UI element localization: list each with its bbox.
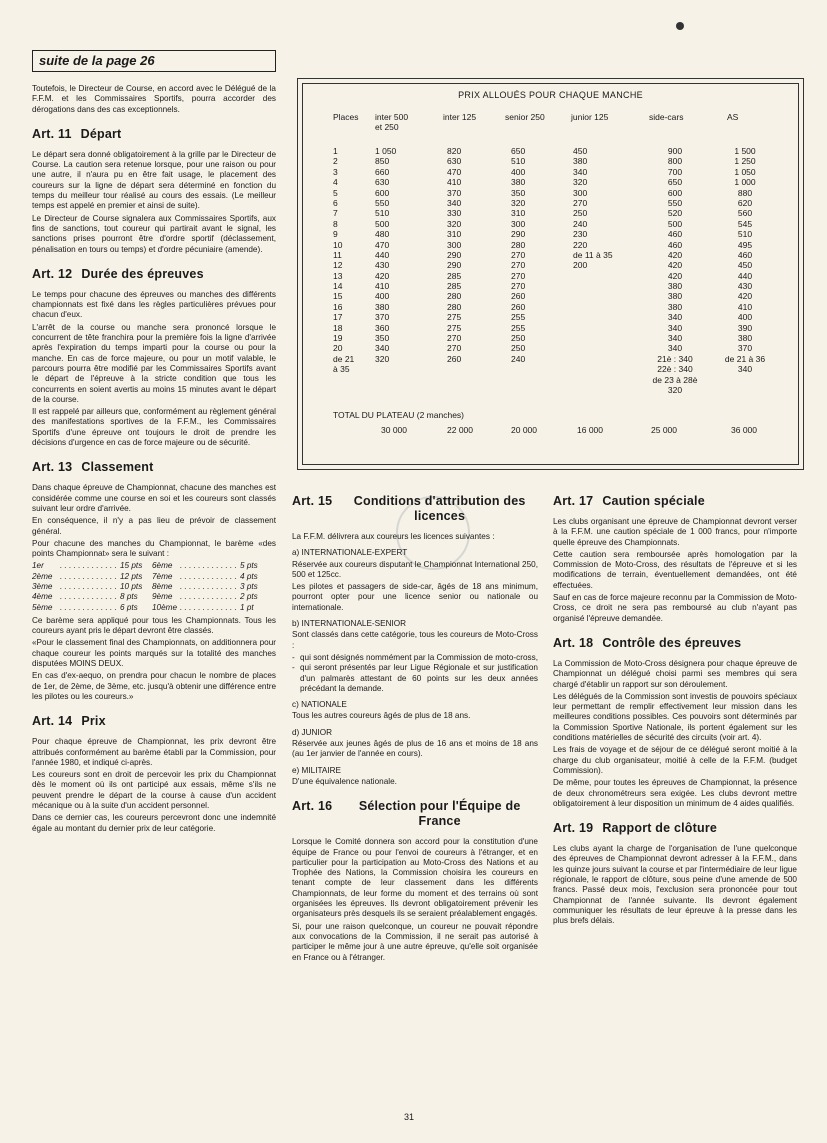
- table-cell: 800: [667, 156, 683, 167]
- art15-heading: Art. 15 Conditions d'attribution des licences: [292, 494, 526, 523]
- table-cell: 480: [375, 229, 390, 240]
- header-places: Places: [333, 112, 359, 122]
- table-cell: 440: [375, 249, 390, 260]
- points-row: 4ème . . . . . . . . . . . . . 8 pts 9ème . . . . . . . . . . . . . 2 pts: [32, 592, 258, 602]
- header-sidecars: side-cars: [649, 112, 684, 122]
- table-cell: 620: [737, 197, 753, 208]
- table-cell: 240: [511, 353, 526, 364]
- table-cell: 660: [375, 166, 390, 177]
- licence-b-title: b) INTERNATIONALE-SENIOR: [292, 619, 407, 629]
- list-item: - qui sont désignés nommément par la Commission de moto-cross,: [292, 652, 538, 662]
- table-cell: 510: [375, 208, 390, 219]
- table-cell: 495: [737, 239, 753, 250]
- table-cell: 260: [447, 353, 462, 364]
- art13-p5: «Pour le classement final des Championnats, on additionnera pour chaque coureur les points marqués sur la totalité des manches disputées MOINS DEUX.: [32, 638, 276, 669]
- table-cell: 400: [737, 312, 753, 323]
- licence-a-p1: Réservée aux coureurs disputant le Championnat International 250, 500 et 125cc.: [292, 559, 538, 579]
- points-row: 5ème . . . . . . . . . . . . . 6 pts 10ème . . . . . . . . . . . . . 1 pt: [32, 602, 254, 612]
- art13-p4: Ce barème sera appliqué pour tous les Championnats. Tous les coureurs ayant pris le départ devront être classés.: [32, 615, 276, 636]
- table-cell: 400: [511, 166, 526, 177]
- table-cell: 460: [667, 229, 683, 240]
- table-cell: 420: [667, 260, 683, 271]
- licence-c-p1: Tous les autres coureurs âgés de plus de 18 ans.: [292, 711, 471, 721]
- table-cell: 330: [447, 208, 462, 219]
- table-cell: de 21 à 36 340: [724, 353, 766, 375]
- table-cell: 250: [511, 343, 526, 354]
- table-cell: 250: [511, 333, 526, 344]
- table-cell: 270: [447, 333, 462, 344]
- table-cell: 255: [511, 322, 526, 333]
- table-cell: 470: [375, 239, 390, 250]
- table-cell: 270: [511, 270, 526, 281]
- table-cell: 1: [333, 146, 338, 156]
- art17-p3: Sauf en cas de force majeure reconnu par la Commission de Moto-Cross, ce droit ne sera pas remboursé au club n'ayant pas organisé l'épreuve demandée.: [553, 593, 797, 623]
- table-cell: 380: [573, 156, 588, 167]
- table-cell: 350: [375, 333, 390, 344]
- table-cell: 280: [511, 239, 526, 250]
- list-item: - qui seront présentés par leur Ligue Régionale et sur justification d'un palmarès attestant de 60 points sur les deux années précédant la demande.: [292, 663, 538, 693]
- table-cell: 380: [667, 291, 683, 302]
- header-senior250: senior 250: [505, 112, 545, 122]
- points-row: 3ème . . . . . . . . . . . . . 10 pts 8ème . . . . . . . . . . . . . 3 pts: [32, 581, 258, 591]
- table-cell: 430: [737, 281, 753, 292]
- table-cell: 275: [447, 312, 462, 323]
- table-cell: 370: [447, 187, 462, 198]
- total-senior250: 20 000: [511, 425, 537, 435]
- table-cell: 420: [737, 291, 753, 302]
- total-label: TOTAL DU PLATEAU (2 manches): [333, 410, 464, 420]
- points-scale: [32, 561, 276, 612]
- intro-paragraph: Toutefois, le Directeur de Course, en accord avec le Délégué de la F.F.M. et les Commissaires Sportifs, pourra accorder des dérogations dans des cas exceptionnels.: [32, 84, 276, 114]
- table-cell: 4: [333, 177, 338, 188]
- points-row: 1er . . . . . . . . . . . . . 15 pts 6ème . . . . . . . . . . . . . 5 pts: [32, 561, 258, 571]
- total-as: 36 000: [731, 425, 757, 435]
- table-cell: 1 500: [734, 146, 756, 156]
- registration-mark: [676, 22, 684, 30]
- table-cell: 300: [447, 239, 462, 250]
- art12-heading: Art. 12 Durée des épreuves: [32, 266, 204, 281]
- table-cell: 290: [447, 260, 462, 271]
- table-cell: 650: [667, 177, 683, 188]
- table-cell: 230: [573, 229, 588, 240]
- table-cell: 12: [333, 260, 343, 271]
- header-inter500: inter 500 et 250: [375, 112, 409, 132]
- table-cell: 260: [511, 291, 526, 302]
- column-sidecars: [635, 146, 715, 395]
- points-row: 2ème . . . . . . . . . . . . . 12 pts 7ème . . . . . . . . . . . . . 4 pts: [32, 571, 258, 581]
- table-cell: 500: [667, 218, 683, 229]
- table-cell: 630: [447, 156, 462, 167]
- table-cell: 410: [737, 301, 753, 312]
- column-right: [553, 494, 797, 929]
- art13-p3: Pour chacune des manches du Championnat, le barème «des points Championnat» sera le suivant :: [32, 538, 276, 559]
- table-cell: 510: [737, 229, 753, 240]
- table-cell: 650: [511, 146, 526, 156]
- table-cell: 630: [375, 177, 390, 188]
- table-cell: 560: [737, 208, 753, 219]
- table-cell: 275: [447, 322, 462, 333]
- table-cell: 900: [667, 146, 683, 156]
- column-junior125: [573, 146, 633, 271]
- art14-p3: Dans ce dernier cas, les coureurs percevront donc une indemnité égale au montant du dernier prix de leur catégorie.: [32, 813, 276, 833]
- prize-table: [297, 78, 804, 470]
- table-cell: 420: [667, 249, 683, 260]
- table-cell: 11: [333, 249, 342, 260]
- table-cell: 520: [667, 208, 683, 219]
- table-cell: 1 050: [734, 166, 756, 177]
- table-cell: 310: [447, 229, 462, 240]
- table-cell: 320: [375, 353, 390, 364]
- licence-e-p1: D'une équivalence nationale.: [292, 776, 397, 786]
- table-cell: 410: [375, 281, 390, 292]
- table-cell: 19: [333, 333, 343, 344]
- table-cell: 13: [333, 270, 343, 281]
- art16-p2: Si, pour une raison quelconque, un coureur ne pouvait répondre aux convocations de la Commission, il ne serait pas autorisé à participer le même jour à une autre épreuve, qu'elle soit organisée en France ou à l'étranger.: [292, 921, 538, 962]
- table-cell: 550: [375, 197, 390, 208]
- table-cell: 20: [333, 343, 343, 354]
- licence-b-p1: Sont classés dans cette catégorie, tous les coureurs de Moto-Cross :: [292, 630, 538, 650]
- art18-heading: Art. 18 Contrôle des épreuves: [553, 635, 742, 650]
- table-cell: 21è : 340 22è : 340 de 23 à 28è 320: [652, 353, 698, 396]
- column-inter500: [375, 146, 421, 364]
- table-cell: 270: [447, 343, 462, 354]
- art18-p2: Les délégués de la Commission sont investis de pouvoirs spéciaux leur permettant de remplir effectivement leur mission dans les meilleures conditions possibles. Ces pouvoirs sont déterminés par la Commission Sportive Nationale, ils portent également sur les conditions matérielles de sécurité des circuits (voir art. 4).: [553, 691, 797, 743]
- art12-p1: Le temps pour chacune des épreuves ou manches des différents championnats est fixé dans les règles particulières prévues pour chacun d'eux.: [32, 289, 276, 320]
- table-cell: 340: [667, 343, 683, 354]
- table-cell: 340: [667, 333, 683, 344]
- table-cell: 280: [447, 291, 462, 302]
- table-cell: 250: [573, 208, 588, 219]
- table-cell: 16: [333, 301, 343, 312]
- art11-p2: Le Directeur de Course signalera aux Commissaires Sportifs, aux fins de sanctions, tout coureur qui partirait avant le signal, les sanctions prises pourront être d'ordre sportif (déclassement, pénalisation en tours ou temps) et d'ordre pécuniaire (amende).: [32, 213, 276, 254]
- table-cell: 290: [447, 249, 462, 260]
- table-cell: 280: [447, 301, 462, 312]
- art13-p2: En conséquence, il n'y a pas lieu de prévoir de classement général.: [32, 516, 276, 536]
- table-cell: 17: [333, 312, 343, 323]
- art14-heading: Art. 14 Prix: [32, 714, 106, 729]
- table-cell: 240: [573, 218, 588, 229]
- header-junior125: junior 125: [571, 112, 609, 122]
- art13-p1: Dans chaque épreuve de Championnat, chacune des manches est considérée comme une course en soi et les coureurs sont classés suivant leur ordre d'arrivée.: [32, 483, 276, 513]
- table-cell: 850: [375, 156, 390, 167]
- table-cell: 380: [737, 333, 753, 344]
- art18-p1: La Commission de Moto-Cross désignera pour chaque épreuve de Championnat un délégué choisi parmi ses membres qui sera chargé d'établir un rapport sur son déroulement.: [553, 658, 797, 689]
- table-cell: 450: [737, 260, 753, 271]
- table-cell: 270: [511, 249, 526, 260]
- art17-heading: Art. 17 Caution spéciale: [553, 494, 705, 508]
- table-cell: 200: [573, 260, 588, 271]
- total-junior125: 16 000: [577, 425, 603, 435]
- table-cell: 880: [737, 187, 753, 198]
- total-inter125: 22 000: [447, 425, 473, 435]
- table-cell: 340: [573, 166, 588, 177]
- table-cell: 380: [375, 301, 390, 312]
- column-as: [705, 146, 785, 375]
- table-cell: de 11 à 35: [573, 249, 613, 260]
- table-cell: 270: [511, 260, 526, 271]
- table-cell: 1 000: [734, 177, 756, 188]
- table-cell: 460: [667, 239, 683, 250]
- column-inter125: [447, 146, 487, 364]
- table-cell: 5: [333, 187, 338, 198]
- table-cell: 9: [333, 229, 338, 240]
- art11-heading: Art. 11 Départ: [32, 126, 122, 141]
- art15-p1: La F.F.M. délivrera aux coureurs les licences suivantes :: [292, 532, 495, 541]
- table-cell: 6: [333, 197, 338, 208]
- column-middle: [292, 494, 538, 965]
- continued-banner: suite de la page 26: [32, 50, 276, 72]
- licence-e-title: e) MILITAIRE: [292, 765, 341, 775]
- table-cell: 290: [511, 229, 526, 240]
- table-cell: 340: [447, 197, 462, 208]
- prize-table-title: PRIX ALLOUÉS POUR CHAQUE MANCHE: [458, 90, 643, 100]
- art18-p3: Les frais de voyage et de séjour de ce délégué seront moitié à la charge du club organisateur, moitié à celle de la F.F.M. (budget Commission).: [553, 745, 797, 775]
- table-cell: 380: [667, 281, 683, 292]
- art19-heading: Art. 19 Rapport de clôture: [553, 821, 718, 836]
- art12-p3: Il est rappelé par ailleurs que, conformément au règlement général des manifestations sportives de la F.F.M., les Commissaires Sportifs d'une épreuve ont toujours le droit de prendre les décisions d'urgence en cas de force majeure ou de sécurité.: [32, 407, 276, 448]
- table-cell: 340: [375, 343, 390, 354]
- art11-p1: Le départ sera donné obligatoirement à la grille par le Directeur de Course. La caution sera retenue lorsque, pour une raison ou pour une autre, il n'aura pu en être fait usage, le placement des coureurs sur la ligne de départ sera déterminé en fonction du temps du meilleur tour réalisé au cours des essais. (Le meilleur temps est appelé en premier et ainsi de suite).: [32, 149, 276, 211]
- table-cell: 1 250: [734, 156, 756, 167]
- table-cell: 300: [573, 187, 588, 198]
- table-cell: 340: [667, 322, 683, 333]
- table-cell: 15: [333, 291, 343, 302]
- table-cell: 430: [375, 260, 390, 271]
- licence-a-title: a) INTERNATIONALE-EXPERT: [292, 548, 408, 558]
- table-cell: 310: [511, 208, 526, 219]
- licence-d-title: d) JUNIOR: [292, 727, 333, 737]
- art14-p1: Pour chaque épreuve de Championnat, les prix devront être attribués conformément au barème établi par la Commission, pour l'année 1980, et indiqué ci-après.: [32, 737, 276, 767]
- table-cell: 510: [511, 156, 526, 167]
- licence-c-title: c) NATIONALE: [292, 700, 347, 710]
- art14-p2: Les coureurs sont en droit de percevoir les prix du Championnat dès le moment où ils ont participé aux essais, même s'ils ne peuvent prendre le départ de la course à cause d'un accident mécanique ou à la suite d'un accident personnel.: [32, 770, 276, 811]
- licence-d-p1: Réservée aux jeunes âgés de plus de 16 ans et moins de 18 ans (au 1er janvier de l'année en cours).: [292, 739, 538, 759]
- column-left: [32, 50, 276, 836]
- column-places: [333, 146, 373, 375]
- table-cell: 600: [667, 187, 683, 198]
- table-cell: 390: [737, 322, 753, 333]
- art16-p1: Lorsque le Comité donnera son accord pour la constitution d'une équipe de France ou pour l'envoi de coureurs à l'étranger, et en particulier pour la participation au Moto-Cross des Nations et au Trophée des Nations, la Commission choisira les coureurs en tenant compte de leur classement dans les différents Championnats, de leur forme du moment et des terrains où sont organisées les épreuves. Ils devront obligatoirement prévenir les organisateurs près desquels ils se seraient préalablement engagés.: [292, 837, 538, 919]
- table-cell: 270: [511, 281, 526, 292]
- art13-p6: En cas d'ex-aequo, on prendra pour chacun le nombre de places de 1er, de 2ème, de 3ème, etc. jusqu'à obtenir une différence entre les pilotes ou les coureurs.»: [32, 671, 276, 701]
- table-cell: 255: [511, 312, 526, 323]
- table-cell: 8: [333, 218, 338, 229]
- page-number: 31: [404, 1112, 415, 1122]
- table-cell: 700: [667, 166, 683, 177]
- table-cell: 260: [511, 301, 526, 312]
- column-senior250: [511, 146, 551, 364]
- table-cell: 350: [511, 187, 526, 198]
- table-cell: 2: [333, 156, 338, 167]
- table-cell: 14: [333, 281, 343, 292]
- table-cell: 545: [737, 218, 753, 229]
- table-cell: 400: [375, 291, 390, 302]
- table-cell: 320: [573, 177, 588, 188]
- table-cell: 550: [667, 197, 683, 208]
- art17-p2: Cette caution sera remboursée après homologation par la Commission de Moto-Cross, des résultats de l'épreuve et si les modifications de terrain, éventuellement demandées, ont été effectuées.: [553, 549, 797, 590]
- table-cell: de 21 à 35: [333, 353, 355, 375]
- table-cell: 7: [333, 208, 338, 219]
- licence-a-p2: Les pilotes et passagers de side-car, âgés de 18 ans minimum, pourront opter pour une licence senior ou nationale ou internationale.: [292, 582, 538, 612]
- table-cell: 320: [511, 197, 526, 208]
- header-as: AS: [727, 112, 739, 122]
- table-cell: 500: [375, 218, 390, 229]
- table-cell: 600: [375, 187, 390, 198]
- table-cell: 285: [447, 270, 462, 281]
- table-cell: 360: [375, 322, 390, 333]
- total-inter500: 30 000: [381, 425, 407, 435]
- table-cell: 18: [333, 322, 343, 333]
- header-inter125: inter 125: [443, 112, 477, 122]
- table-cell: 285: [447, 281, 462, 292]
- table-cell: 1 050: [375, 146, 397, 156]
- table-cell: 380: [667, 301, 683, 312]
- table-cell: 460: [737, 249, 753, 260]
- table-cell: 380: [511, 177, 526, 188]
- art13-heading: Art. 13 Classement: [32, 460, 154, 475]
- table-cell: 470: [447, 166, 462, 177]
- table-cell: 320: [447, 218, 462, 229]
- table-cell: 340: [667, 312, 683, 323]
- table-cell: 820: [447, 146, 462, 156]
- table-cell: 370: [737, 343, 753, 354]
- table-cell: 450: [573, 146, 588, 156]
- table-cell: 440: [737, 270, 753, 281]
- art18-p4: De même, pour toutes les épreuves de Championnat, la présence de deux chronométreurs sera exigée. Les clubs devront mettre obligatoirement à leur disposition un minimum de 4 aides qualifiés.: [553, 778, 797, 808]
- table-cell: 270: [573, 197, 588, 208]
- art16-heading: Art. 16 Sélection pour l'Équipe de France: [292, 799, 521, 829]
- total-sidecars: 25 000: [651, 425, 677, 435]
- art17-p1: Les clubs organisant une épreuve de Championnat devront verser à la F.F.M. une caution spéciale de 1 000 francs, pour n'importe quelle épreuve des Championnats.: [553, 517, 797, 547]
- art12-p2: L'arrêt de la course ou manche sera prononcé lorsque le concurrent de tête franchira pour la première fois la ligne d'arrivée après l'expiration du temps imparti pour la course ou pour la manche. En cas de force majeure, ou pour un motif valable, le parcours pourra être modifié par les Commissaires Sportifs avant le départ de l'épreuve à la stricte condition que tous les concurrents en soient avertis au moins 15 minutes avant le départ de la course.: [32, 322, 276, 404]
- table-cell: 3: [333, 166, 338, 177]
- table-cell: 10: [333, 239, 343, 250]
- table-cell: 370: [375, 312, 390, 323]
- art19-p1: Les clubs ayant la charge de l'organisation de l'une quelconque des épreuves de Championnat devront adresser à la F.F.M., dans les quinze jours suivant la course et par l'intermédiaire de leur ligue régionale, le rapport de clôture, sous peine d'une amende de 500 francs. Passé deux mois, l'exclusion sera prononcée pour tout Championnat de l'année suivante. Ils devront également communiquer les résultats de leur épreuve à la presse dans les plus brefs délais.: [553, 844, 797, 926]
- table-cell: 410: [447, 177, 462, 188]
- table-cell: 220: [573, 239, 588, 250]
- table-cell: 300: [511, 218, 526, 229]
- table-cell: 420: [667, 270, 683, 281]
- table-cell: 420: [375, 270, 390, 281]
